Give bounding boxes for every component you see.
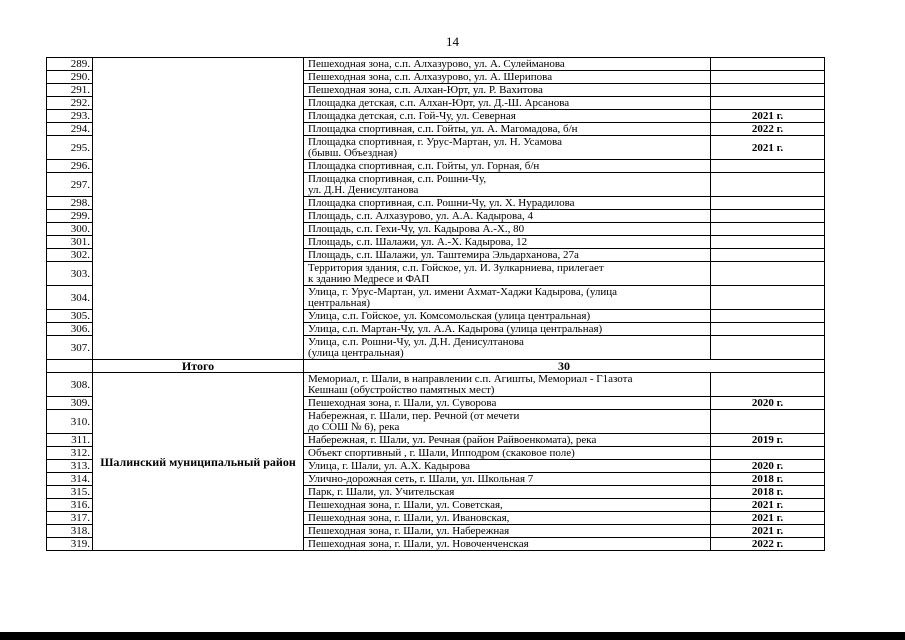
object-description-line: Площадь, с.п. Алхазурово, ул. А.А. Кадырова, 4 — [308, 210, 533, 222]
object-description — [304, 447, 711, 460]
completion-year — [711, 236, 825, 249]
row-number: 309. — [47, 397, 93, 410]
object-description-line: Улица, с.п. Рошни-Чу, ул. Д.Н. Денисултанова — [308, 336, 524, 348]
object-description — [304, 210, 711, 223]
object-description-line: (улица центральная) — [308, 347, 404, 359]
object-description — [304, 136, 711, 160]
completion-year — [711, 262, 825, 286]
object-description-line: Площадь, с.п. Шалажи, ул. Таштемира Эльдарханова, 27а — [308, 249, 579, 261]
completion-year — [711, 373, 825, 397]
completion-year — [711, 173, 825, 197]
object-description-line: Площадка спортивная, с.п. Рошни-Чу, — [308, 173, 487, 185]
row-number: 292. — [47, 97, 93, 110]
object-description — [304, 286, 711, 310]
object-description-line: Улица, г. Урус-Мартан, ул. имени Ахмат-Хаджи Кадырова, (улица — [308, 286, 618, 298]
row-number: 304. — [47, 286, 93, 310]
completion-year — [711, 160, 825, 173]
row-number: 311. — [47, 434, 93, 447]
row-number: 307. — [47, 336, 93, 360]
row-number: 296. — [47, 160, 93, 173]
object-description — [304, 249, 711, 262]
objects-table — [46, 57, 825, 551]
object-description-line: Улица, с.п. Мартан-Чу, ул. А.А. Кадырова (улица центральная) — [308, 323, 603, 335]
object-description-line: Пешеходная зона, с.п. Алхазурово, ул. А. Шерипова — [308, 71, 553, 83]
row-number: 302. — [47, 249, 93, 262]
object-description — [304, 434, 711, 447]
object-description — [304, 58, 711, 71]
row-number: 308. — [47, 373, 93, 397]
object-description — [304, 236, 711, 249]
object-description-line: Площадка спортивная, с.п. Гойты, ул. Горная, б/н — [308, 160, 540, 172]
object-description — [304, 173, 711, 197]
object-description-line: Кешнаш (обустройство памятных мест) — [308, 384, 495, 396]
total-value: 30 — [304, 360, 825, 373]
object-description-line: Территория здания, с.п. Гойское, ул. И. Зулкарниева, прилегает — [308, 262, 604, 274]
object-description-line: Набережная, г. Шали, ул. Речная (район Райвоенкомата), река — [308, 434, 597, 446]
object-description-line: к зданию Медресе и ФАП — [308, 273, 430, 285]
completion-year: 2018 г. — [711, 486, 825, 499]
object-description — [304, 123, 711, 136]
completion-year: 2021 г. — [711, 512, 825, 525]
table-row — [47, 373, 825, 397]
completion-year: 2021 г. — [711, 499, 825, 512]
object-description — [304, 410, 711, 434]
row-number: 295. — [47, 136, 93, 160]
row-number: 315. — [47, 486, 93, 499]
row-number: 317. — [47, 512, 93, 525]
row-number: 303. — [47, 262, 93, 286]
completion-year — [711, 223, 825, 236]
object-description-line: Площадка детская, с.п. Гой-Чу, ул. Северная — [308, 110, 516, 122]
completion-year — [711, 410, 825, 434]
row-number: 301. — [47, 236, 93, 249]
completion-year — [711, 286, 825, 310]
object-description — [304, 473, 711, 486]
row-number: 291. — [47, 84, 93, 97]
object-description-line: ул. Д.Н. Денисултанова — [308, 184, 419, 196]
total-spacer — [47, 360, 93, 373]
completion-year — [711, 249, 825, 262]
object-description-line: Пешеходная зона, г. Шали, ул. Новоченченская — [308, 538, 529, 550]
completion-year — [711, 310, 825, 323]
object-description — [304, 460, 711, 473]
object-description-line: Объект спортивный , г. Шали, Ипподром (скаковое поле) — [308, 447, 575, 459]
completion-year: 2018 г. — [711, 473, 825, 486]
object-description — [304, 525, 711, 538]
total-label: Итого — [93, 360, 304, 373]
object-description — [304, 336, 711, 360]
object-description-line: Пешеходная зона, г. Шали, ул. Суворова — [308, 397, 497, 409]
object-description — [304, 323, 711, 336]
object-description-line: Пешеходная зона, г. Шали, ул. Ивановская, — [308, 512, 510, 524]
completion-year — [711, 336, 825, 360]
completion-year: 2021 г. — [711, 136, 825, 160]
object-description-line: Улично-дорожная сеть, г. Шали, ул. Школьная 7 — [308, 473, 534, 485]
object-description — [304, 397, 711, 410]
completion-year: 2022 г. — [711, 123, 825, 136]
row-number: 310. — [47, 410, 93, 434]
row-number: 313. — [47, 460, 93, 473]
completion-year — [711, 323, 825, 336]
completion-year: 2019 г. — [711, 434, 825, 447]
total-row — [47, 360, 825, 373]
object-description — [304, 486, 711, 499]
object-description — [304, 84, 711, 97]
district-name: Шалинский муниципальный район — [100, 455, 296, 469]
object-description — [304, 197, 711, 210]
row-number: 305. — [47, 310, 93, 323]
object-description-line: Пешеходная зона, с.п. Алхазурово, ул. А. Сулейманова — [308, 58, 565, 70]
row-number: 293. — [47, 110, 93, 123]
object-description-line: Площадка спортивная, г. Урус-Мартан, ул. Н. Усамова — [308, 136, 562, 148]
completion-year: 2022 г. — [711, 538, 825, 551]
completion-year — [711, 447, 825, 460]
row-number: 290. — [47, 71, 93, 84]
object-description-line: Пешеходная зона, г. Шали, ул. Набережная — [308, 525, 510, 537]
row-number: 316. — [47, 499, 93, 512]
completion-year — [711, 58, 825, 71]
object-description — [304, 373, 711, 397]
object-description — [304, 110, 711, 123]
table-row — [47, 58, 825, 71]
object-description-line: до СОШ № 6), река — [308, 421, 400, 433]
scan-edge — [0, 632, 905, 640]
completion-year — [711, 71, 825, 84]
object-description — [304, 538, 711, 551]
object-description-line: Площадь, с.п. Шалажи, ул. А.-Х. Кадырова, 12 — [308, 236, 528, 248]
object-description-line: Площадка спортивная, с.п. Рошни-Чу, ул. Х. Нурадилова — [308, 197, 575, 209]
object-description-line: (бывш. Объездная) — [308, 147, 398, 159]
object-description-line: Площадка детская, с.п. Алхан-Юрт, ул. Д.-Ш. Арсанова — [308, 97, 570, 109]
page-number: 14 — [446, 34, 459, 49]
district-cell — [93, 373, 304, 551]
row-number: 312. — [47, 447, 93, 460]
row-number: 294. — [47, 123, 93, 136]
object-description-line: Мемориал, г. Шали, в направлении с.п. Агишты, Мемориал - Г1азота — [308, 373, 633, 385]
object-description-line: Пешеходная зона, г. Шали, ул. Советская, — [308, 499, 503, 511]
completion-year — [711, 210, 825, 223]
object-description-line: Площадка спортивная, с.п. Гойты, ул. А. Магомадова, б/н — [308, 123, 578, 135]
object-description — [304, 310, 711, 323]
completion-year: 2021 г. — [711, 110, 825, 123]
row-number: 298. — [47, 197, 93, 210]
district-cell — [93, 58, 304, 360]
completion-year: 2020 г. — [711, 460, 825, 473]
completion-year: 2021 г. — [711, 525, 825, 538]
object-description — [304, 512, 711, 525]
row-number: 299. — [47, 210, 93, 223]
row-number: 319. — [47, 538, 93, 551]
completion-year: 2020 г. — [711, 397, 825, 410]
row-number: 318. — [47, 525, 93, 538]
object-description — [304, 499, 711, 512]
completion-year — [711, 84, 825, 97]
row-number: 300. — [47, 223, 93, 236]
row-number: 314. — [47, 473, 93, 486]
object-description-line: Площадь, с.п. Гехи-Чу, ул. Кадырова А.-Х., 80 — [308, 223, 525, 235]
object-description — [304, 97, 711, 110]
row-number: 297. — [47, 173, 93, 197]
object-description-line: Набережная, г. Шали, пер. Речной (от мечети — [308, 410, 520, 422]
object-description-line: Улица, г. Шали, ул. А.Х. Кадырова — [308, 460, 471, 472]
object-description-line: Улица, с.п. Гойское, ул. Комсомольская (улица центральная) — [308, 310, 591, 322]
row-number: 289. — [47, 58, 93, 71]
object-description — [304, 71, 711, 84]
completion-year — [711, 197, 825, 210]
completion-year — [711, 97, 825, 110]
object-description-line: Пешеходная зона, с.п. Алхан-Юрт, ул. Р. Вахитова — [308, 84, 543, 96]
row-number: 306. — [47, 323, 93, 336]
object-description — [304, 262, 711, 286]
object-description — [304, 160, 711, 173]
object-description-line: Парк, г. Шали, ул. Учительская — [308, 486, 455, 498]
object-description — [304, 223, 711, 236]
object-description-line: центральная) — [308, 297, 371, 309]
